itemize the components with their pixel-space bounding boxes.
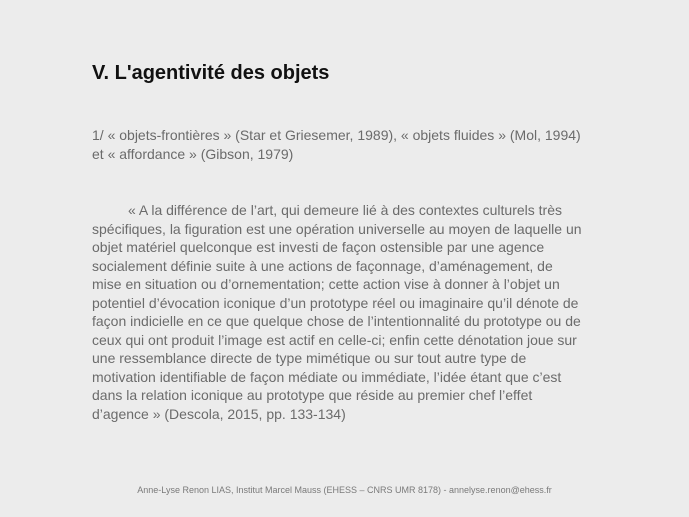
quote-line: objet matériel quelconque est investi de façon ostensible par une agence: [92, 239, 545, 255]
quote-line: une ressemblance directe de type mimétique ou sur tout autre type de: [92, 350, 527, 366]
slide-footer: Anne-Lyse Renon LIAS, Institut Marcel Mauss (EHESS – CNRS UMR 8178) - annelyse.renon@ehess.fr: [137, 485, 552, 495]
slide-title: V. L'agentivité des objets: [92, 62, 330, 84]
quote-line: mise en situation ou d’ornementation; cette action vise à donner à l’objet un: [92, 276, 560, 292]
subtitle-line: 1/ « objets-frontières » (Star et Griesemer, 1989), « objets fluides » (Mol, 1994): [92, 127, 581, 143]
quote-block: [92, 201, 640, 423]
subtitle-line: et « affordance » (Gibson, 1979): [92, 146, 294, 162]
quote-line: ceux qui ont produit l’image est actif en celle-ci; enfin cette dénotation joue sur: [92, 331, 577, 348]
quote-line: motivation identifiable de façon médiate ou immédiate, l’idée étant que c’est: [92, 368, 562, 385]
quote-line: potentiel d’évocation iconique d’un prototype réel ou imaginaire qu’il dénote de: [92, 294, 579, 311]
quote-line: d’agence » (Descola, 2015, pp. 133-134): [92, 405, 346, 422]
quote-line: façon indicielle en ce que quelque chose de l’intentionnalité du prototype ou de: [92, 313, 581, 329]
quote-line: socialement définie suite à une actions de façonnage, d’aménagement, de: [92, 257, 553, 274]
quote-line: « A la différence de l’art, qui demeure lié à des contextes culturels très: [128, 202, 562, 218]
quote-line: dans la relation iconique au prototype que réside au premier chef l’effet: [92, 387, 533, 403]
quote-line: spécifiques, la figuration est une opération universelle au moyen de laquelle un: [92, 220, 582, 237]
slide-subtitle: [92, 126, 652, 164]
